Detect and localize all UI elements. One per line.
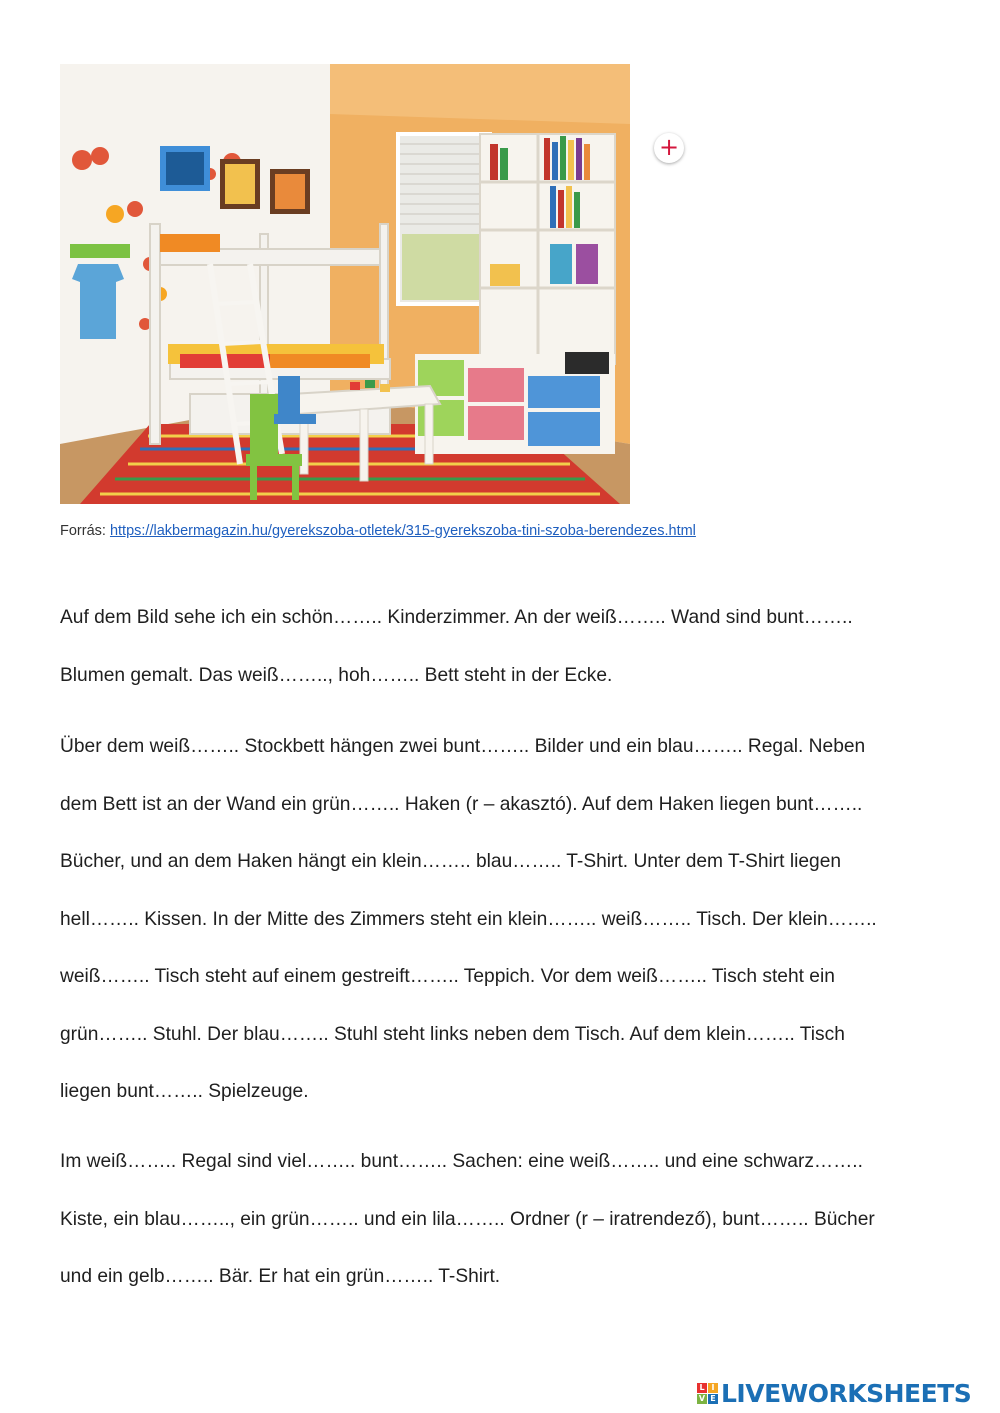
logo-text: LIVEWORKSHEETS <box>721 1378 972 1408</box>
text-line: Über dem weiß…….. Stockbett hängen zwei bunt…….. Bilder und ein blau…….. Regal. Neben <box>60 736 866 757</box>
logo-mark-icon <box>697 1383 718 1404</box>
text-line: Bücher, und an dem Haken hängt ein klein…….. blau…….. T-Shirt. Unter dem T-Shirt liegen <box>60 851 842 872</box>
text-line: und ein gelb…….. Bär. Er hat ein grün…….. T-Shirt. <box>60 1266 501 1287</box>
zoom-image-button[interactable] <box>654 133 684 163</box>
text-line: hell…….. Kissen. In der Mitte des Zimmers steht ein klein…….. weiß…….. Tisch. Der klein…….. <box>60 908 877 930</box>
text-line: Auf dem Bild sehe ich ein schön…….. Kinderzimmer. An der weiß…….. Wand sind bunt…….. <box>60 607 853 628</box>
source-label: Forrás: <box>60 523 110 539</box>
text-line: weiß…….. Tisch steht auf einem gestreift…….. Teppich. Vor dem weiß…….. Tisch steht ein <box>60 966 835 987</box>
plus-icon: + <box>658 133 680 161</box>
text-line: Im weiß…….. Regal sind viel…….. bunt…….. Sachen: eine weiß…….. und eine schwarz…….. <box>60 1151 863 1172</box>
source-link[interactable]: https://lakbermagazin.hu/gyerekszoba-otletek/315-gyerekszoba-tini-szoba-berendezes.html <box>109 523 696 539</box>
text-line: liegen bunt…….. Spielzeuge. <box>60 1081 309 1102</box>
liveworksheets-logo <box>697 1378 971 1408</box>
text-line: dem Bett ist an der Wand ein grün…….. Haken (r – akasztó). Auf dem Haken liegen bunt…….. <box>60 793 863 815</box>
logo-letter: L <box>697 1383 707 1393</box>
kids-room-photo <box>60 64 680 504</box>
logo-letter: I <box>708 1383 718 1393</box>
paragraph-2 <box>60 718 950 1121</box>
text-line: grün…….. Stuhl. Der blau…….. Stuhl steht links neben dem Tisch. Auf dem klein…….. Tisch <box>60 1023 845 1045</box>
logo-letter: E <box>708 1394 718 1404</box>
paragraph-1 <box>60 589 950 704</box>
paragraph-3 <box>60 1133 950 1306</box>
image-source-caption <box>60 523 696 539</box>
logo-letter: V <box>698 1393 706 1403</box>
text-line: Blumen gemalt. Das weiß…….., hoh…….. Bett steht in der Ecke. <box>60 664 613 686</box>
text-line: Kiste, ein blau…….., ein grün…….. und ein lila…….. Ordner (r – iratrendező), bunt…….. Bücher <box>60 1208 875 1230</box>
